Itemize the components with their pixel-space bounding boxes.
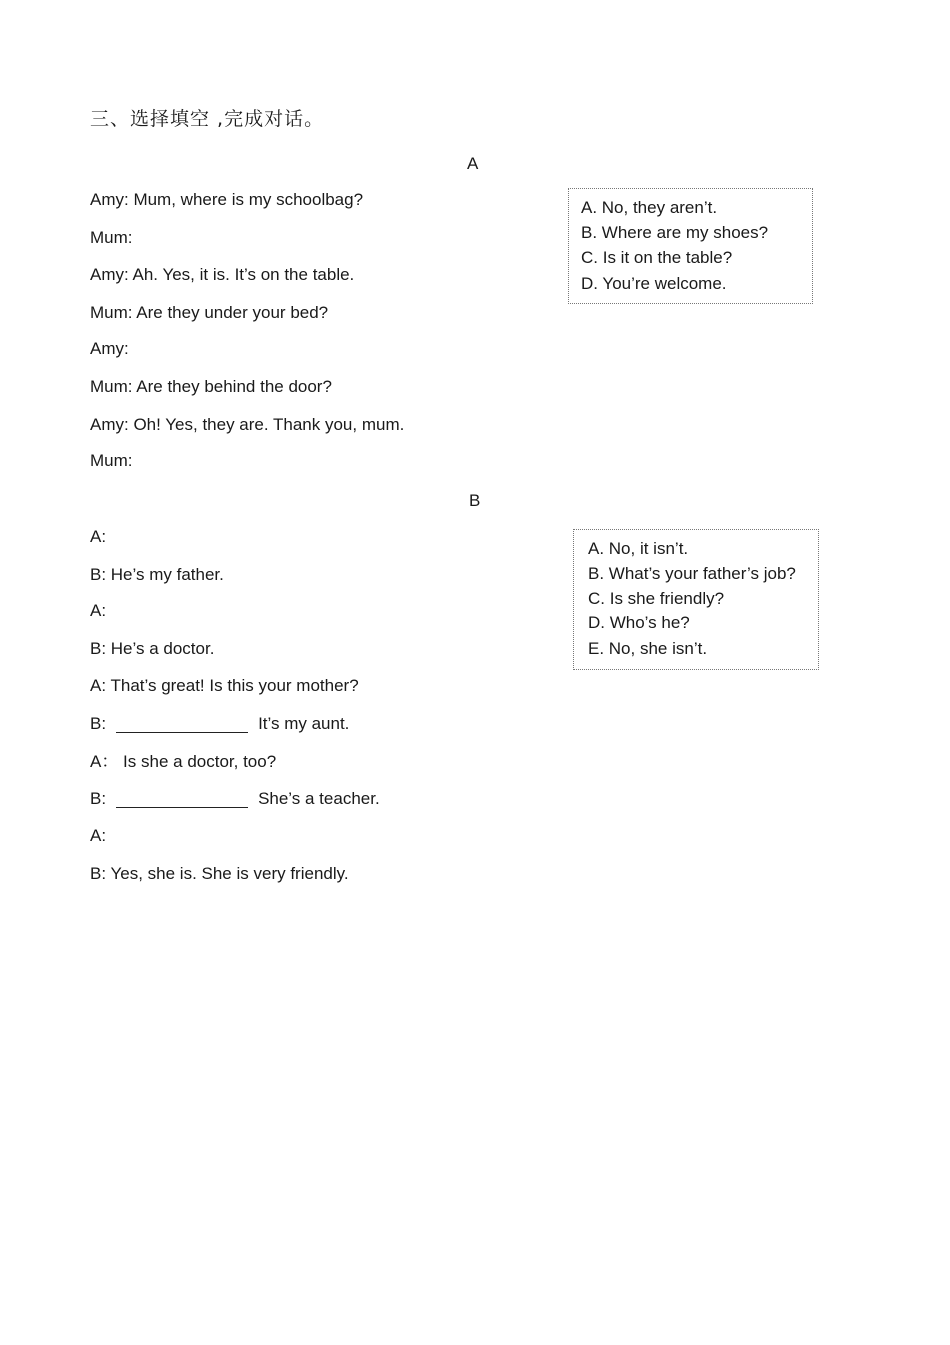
dialogue-a-line-2: Mum: bbox=[90, 228, 133, 247]
section-b-label: B bbox=[469, 491, 481, 510]
dialogue-b-line-9: A: bbox=[90, 826, 107, 845]
speaker-b: B: bbox=[90, 789, 107, 808]
dialogue-a-line-1: Amy: Mum, where is my schoolbag? bbox=[90, 190, 364, 209]
option-b-d: D. Who’s he? bbox=[588, 613, 690, 632]
dialogue-b-line-6 bbox=[90, 713, 349, 735]
line-8-tail: She’s a teacher. bbox=[258, 789, 380, 808]
dialogue-b-line-7: A： Is she a doctor, too? bbox=[90, 752, 277, 771]
section-a-label: A bbox=[467, 154, 479, 173]
dialogue-b-line-1: A: bbox=[90, 527, 107, 546]
dialogue-b-line-10: B: Yes, she is. She is very friendly. bbox=[90, 864, 349, 883]
dialogue-a-line-6: Mum: Are they behind the door? bbox=[90, 377, 332, 396]
option-b-e: E. No, she isn’t. bbox=[588, 639, 708, 658]
answer-blank-1[interactable] bbox=[116, 716, 248, 733]
speaker-b: B: bbox=[90, 714, 107, 733]
exercise-heading: 三、选择填空 ,完成对话。 bbox=[90, 108, 325, 130]
options-box-a bbox=[568, 188, 813, 304]
dialogue-a-line-7: Amy: Oh! Yes, they are. Thank you, mum. bbox=[90, 415, 405, 434]
dialogue-a-line-4: Mum: Are they under your bed? bbox=[90, 303, 329, 322]
dialogue-b-line-8 bbox=[90, 788, 380, 810]
line-6-tail: It’s my aunt. bbox=[258, 714, 350, 733]
option-b-b: B. What’s your father’s job? bbox=[588, 564, 796, 583]
option-a-c: C. Is it on the table? bbox=[581, 248, 733, 267]
option-b-a: A. No, it isn’t. bbox=[588, 539, 689, 558]
answer-blank-2[interactable] bbox=[116, 791, 248, 808]
dialogue-a-line-8: Mum: bbox=[90, 451, 133, 470]
dialogue-b-line-4: B: He’s a doctor. bbox=[90, 639, 215, 658]
option-b-c: C. Is she friendly? bbox=[588, 589, 725, 608]
dialogue-a-line-5: Amy: bbox=[90, 339, 129, 358]
dialogue-a-line-3: Amy: Ah. Yes, it is. It’s on the table. bbox=[90, 265, 355, 284]
dialogue-b-line-2: B: He’s my father. bbox=[90, 565, 224, 584]
dialogue-b-line-3: A: bbox=[90, 601, 107, 620]
options-box-b bbox=[573, 529, 819, 670]
option-a-a: A. No, they aren’t. bbox=[581, 198, 718, 217]
option-a-d: D. You’re welcome. bbox=[581, 274, 727, 293]
dialogue-b-line-5: A: That’s great! Is this your mother? bbox=[90, 676, 359, 695]
option-a-b: B. Where are my shoes? bbox=[581, 223, 769, 242]
